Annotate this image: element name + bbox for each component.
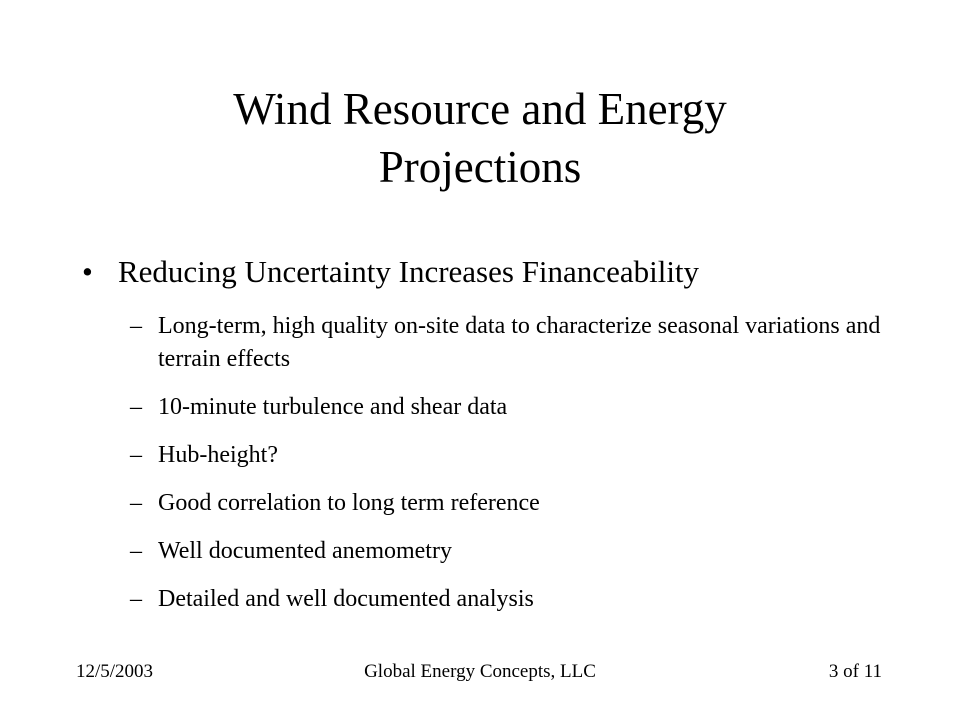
sub-bullet-item xyxy=(130,583,890,616)
sub-bullet-item xyxy=(130,487,890,520)
sub-bullet-item xyxy=(130,391,890,424)
sub-bullet-text: Detailed and well documented analysis xyxy=(158,586,534,612)
sub-bullet-text: 10-minute turbulence and shear data xyxy=(158,394,508,420)
footer-page-number: 3 of 11 xyxy=(828,661,882,682)
dash-marker: – xyxy=(130,313,142,339)
sub-bullet-text: Hub-height? xyxy=(158,442,278,468)
sub-bullet-item xyxy=(130,535,890,568)
slide-title-line-1: Wind Resource and Energy xyxy=(233,84,727,134)
sub-bullet-text: Long-term, high quality on-site data to characterize seasonal variations and terrain effects xyxy=(158,313,881,372)
bullet-marker: • xyxy=(82,254,93,289)
main-bullet-text: Reducing Uncertainty Increases Financeability xyxy=(118,254,700,289)
dash-marker: – xyxy=(130,586,142,612)
dash-marker: – xyxy=(130,538,142,564)
footer-company: Global Energy Concepts, LLC xyxy=(364,661,596,682)
sub-bullet-text: Good correlation to long term reference xyxy=(158,490,540,516)
sub-bullet-list xyxy=(130,310,890,631)
sub-bullet-item xyxy=(130,310,890,376)
sub-bullet-item xyxy=(130,439,890,472)
dash-marker: – xyxy=(130,490,142,516)
dash-marker: – xyxy=(130,442,142,468)
sub-bullet-text: Well documented anemometry xyxy=(158,538,452,564)
footer-date: 12/5/2003 xyxy=(76,661,154,682)
slide-title-line-2: Projections xyxy=(378,142,582,192)
dash-marker: – xyxy=(130,394,142,420)
slide-title xyxy=(80,80,880,196)
